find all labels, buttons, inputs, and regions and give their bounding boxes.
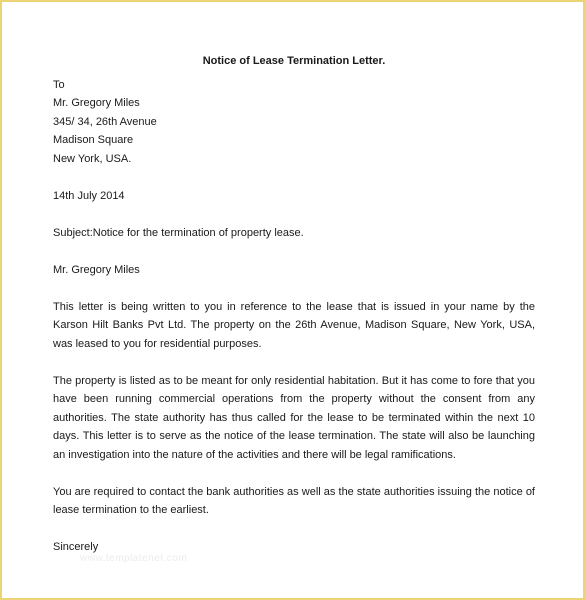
spacer	[53, 168, 535, 187]
body-paragraph: You are required to contact the bank authorities as well as the state authorities issuing the notice of lease termination to the earliest.	[53, 485, 535, 516]
letter-date: 14th July 2014	[53, 189, 125, 202]
spacer	[53, 205, 535, 224]
recipient-name: Mr. Gregory Miles	[53, 97, 140, 109]
watermark: www.templatenet.com	[80, 553, 188, 564]
recipient-address-line1: 345/ 34, 26th Avenue	[53, 115, 157, 128]
spacer	[53, 464, 535, 483]
spacer	[53, 242, 535, 261]
letter-title: Notice of Lease Termination Letter.	[202, 55, 386, 67]
letter-body	[53, 52, 535, 557]
letter-salutation: Mr. Gregory Miles	[53, 263, 140, 276]
recipient-address-line3: New York, USA.	[53, 152, 132, 165]
body-paragraph: This letter is being written to you in reference to the lease that is issued in your name by the Karson Hilt Banks Pvt Ltd. The property on the 26th Avenue, Madison Square, New York, USA, was leased to you for residential purposes.	[53, 300, 535, 350]
recipient-address-line2: Madison Square	[53, 134, 134, 146]
spacer	[53, 353, 535, 372]
recipient-to-label: To	[53, 78, 65, 91]
spacer	[53, 520, 535, 539]
letter-closing: Sincerely	[53, 541, 99, 553]
body-paragraph: The property is listed as to be meant for only residential habitation. But it has come to fore that you have been running commercial operations from the property without the consent from any authorities. The state authority has thus called for the lease to be terminated within the next 10 days. This letter is to serve as the notice of the lease termination. The state will also be launching an investigation into the nature of the activities and there will be legal ramifications.	[53, 374, 535, 461]
letter-subject: Subject:Notice for the termination of property lease.	[53, 226, 304, 239]
spacer	[53, 279, 535, 298]
